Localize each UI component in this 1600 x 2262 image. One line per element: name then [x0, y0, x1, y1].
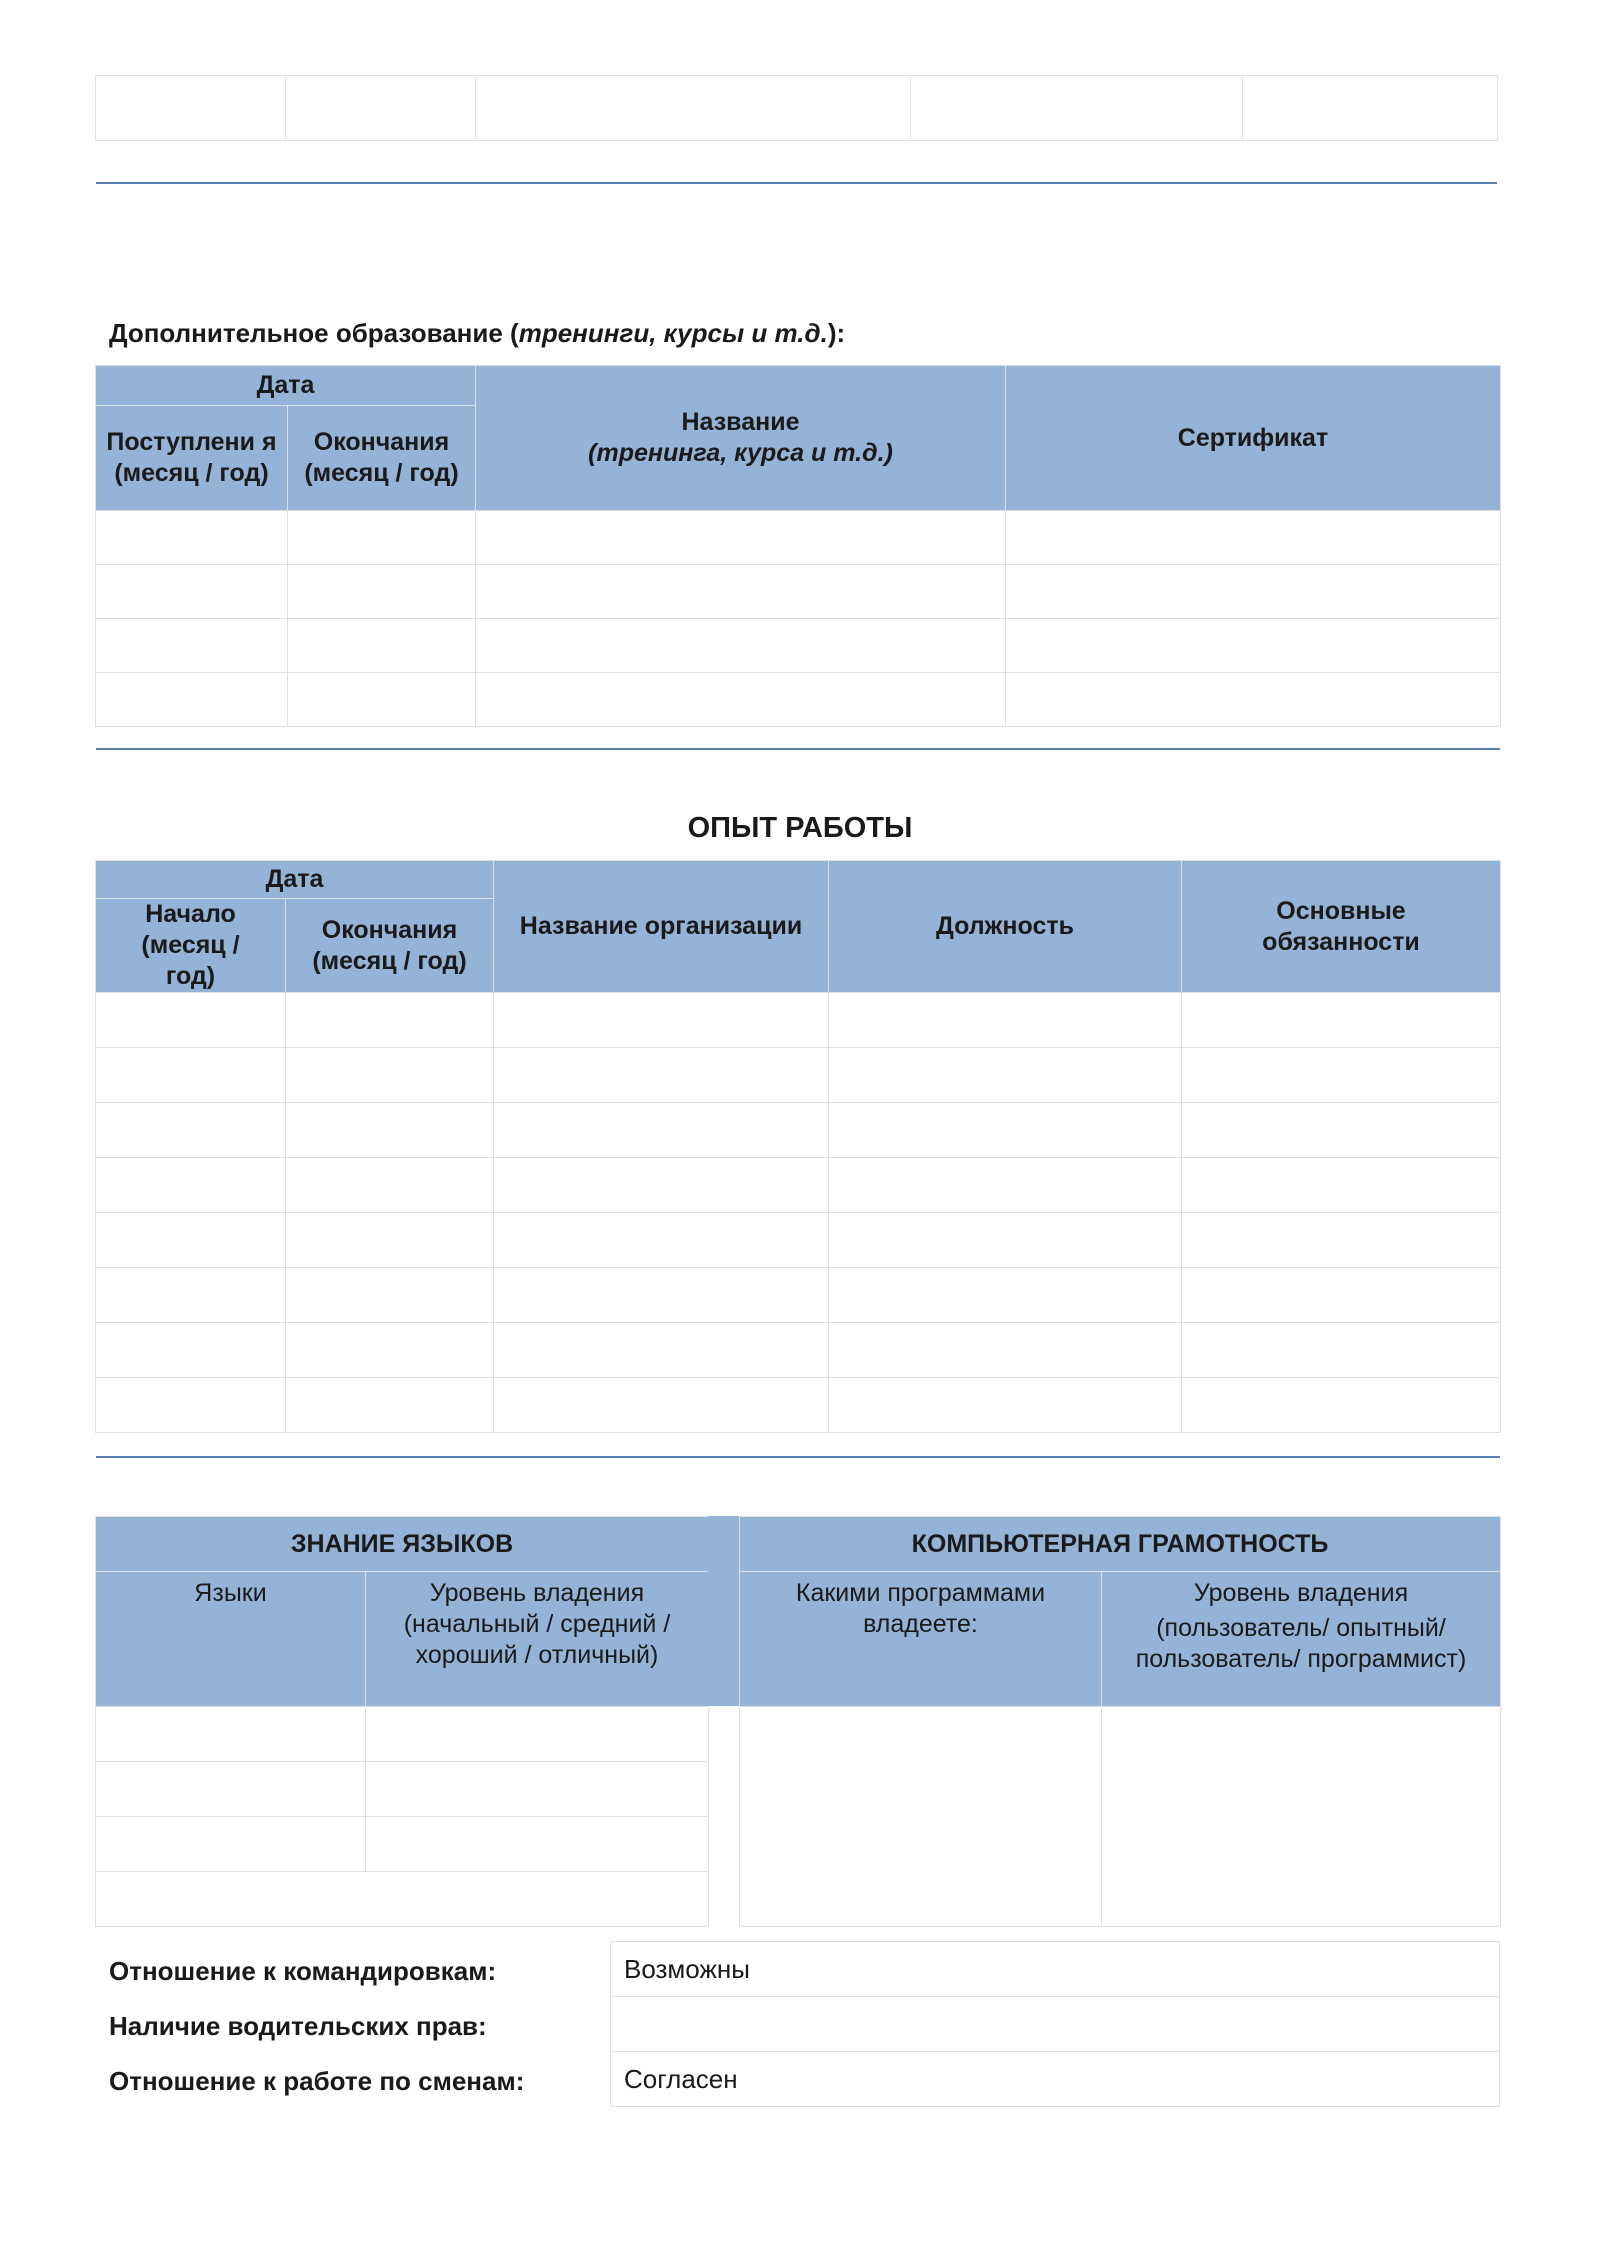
table-cell[interactable] [96, 673, 288, 727]
table-cell[interactable] [494, 1323, 829, 1378]
table-cell[interactable] [829, 993, 1182, 1048]
table-cell[interactable] [494, 1378, 829, 1433]
table-cell[interactable] [1182, 1268, 1501, 1323]
col-header-certificate: Сертификат [1006, 366, 1501, 511]
col-header-language: Языки [96, 1572, 366, 1707]
table-cell[interactable] [1102, 1707, 1501, 1927]
col-header-end: Окончания (месяц / год) [286, 899, 494, 993]
table-cell[interactable] [286, 1268, 494, 1323]
col-header-name-title: Название [681, 408, 800, 436]
col-header-date: Дата [96, 861, 494, 899]
table-cell[interactable] [286, 1213, 494, 1268]
table-cell[interactable] [1243, 76, 1498, 141]
table-cell[interactable] [96, 1872, 709, 1927]
table-cell[interactable] [286, 1378, 494, 1433]
col-header-organization: Название организации [494, 861, 829, 993]
col-header-language-level: Уровень владения (начальный / средний / хороший / отличный) [366, 1572, 709, 1707]
table-cell[interactable] [1006, 511, 1501, 565]
table-cell[interactable] [476, 619, 1006, 673]
table-cell[interactable] [829, 1268, 1182, 1323]
table-row [96, 1817, 709, 1872]
table-cell[interactable] [96, 1323, 286, 1378]
col-header-name [476, 366, 1006, 511]
heading-text: Дополнительное образование ( [109, 318, 519, 348]
languages-table [95, 1516, 709, 1927]
col-header-admission: Поступлени я (месяц / год) [96, 406, 288, 511]
table-cell[interactable] [476, 673, 1006, 727]
table-cell[interactable] [96, 511, 288, 565]
table-cell[interactable] [1182, 1048, 1501, 1103]
table-cell[interactable] [366, 1707, 709, 1762]
table-cell[interactable] [286, 1158, 494, 1213]
table-row [740, 1707, 1501, 1927]
top-table-row [95, 75, 1498, 141]
table-cell[interactable] [96, 565, 288, 619]
table-cell[interactable] [288, 673, 476, 727]
table-cell[interactable] [829, 1048, 1182, 1103]
table-cell[interactable] [366, 1817, 709, 1872]
col-header-end: Окончания (месяц / год) [288, 406, 476, 511]
section-divider [96, 182, 1497, 184]
table-cell[interactable] [476, 565, 1006, 619]
heading-italic: тренинги, курсы и т.д. [518, 318, 828, 348]
table-row [96, 1762, 709, 1817]
table-cell[interactable] [1006, 673, 1501, 727]
table-row [96, 619, 1501, 673]
shift-work-value[interactable]: Согласен [611, 2052, 1500, 2107]
table-row [96, 1323, 1501, 1378]
table-cell[interactable] [286, 1323, 494, 1378]
table-cell[interactable] [96, 1213, 286, 1268]
table-cell[interactable] [829, 1213, 1182, 1268]
table-cell[interactable] [494, 1158, 829, 1213]
business-trips-value[interactable]: Возможны [611, 1942, 1500, 1997]
table-row [96, 1872, 709, 1927]
table-separator [708, 1516, 739, 1706]
table-cell[interactable] [288, 619, 476, 673]
section-divider [96, 748, 1500, 750]
table-cell[interactable] [476, 511, 1006, 565]
table-cell[interactable] [96, 1048, 286, 1103]
table-cell[interactable] [288, 511, 476, 565]
computer-literacy-table [739, 1516, 1501, 1927]
business-trips-label: Отношение к командировкам: [109, 1956, 497, 1986]
additional-education-table [95, 365, 1501, 727]
additional-education-heading [109, 318, 845, 349]
drivers-license-value[interactable] [611, 1997, 1500, 2052]
table-cell[interactable] [494, 993, 829, 1048]
table-cell[interactable] [286, 1103, 494, 1158]
table-row [96, 1103, 1501, 1158]
table-cell[interactable] [96, 1268, 286, 1323]
table-cell[interactable] [494, 1213, 829, 1268]
table-row [96, 993, 1501, 1048]
col-header-date: Дата [96, 366, 476, 406]
col-header-name-sub: (тренинга, курса и т.д.) [588, 439, 893, 467]
table-cell[interactable] [1006, 619, 1501, 673]
work-experience-table [95, 860, 1501, 1433]
languages-title: ЗНАНИЕ ЯЗЫКОВ [96, 1517, 709, 1572]
table-cell[interactable] [1182, 993, 1501, 1048]
col-header-start: Начало (месяц / год) [96, 899, 286, 993]
shift-work-label: Отношение к работе по сменам: [109, 2066, 525, 2096]
table-cell[interactable] [96, 1707, 366, 1762]
table-cell[interactable] [366, 1762, 709, 1817]
col-header-computer-level-sub: (пользователь/ опытный/ пользователь/ программист) [1135, 1614, 1467, 1673]
table-cell[interactable] [829, 1158, 1182, 1213]
drivers-license-label: Наличие водительских прав: [109, 2011, 487, 2041]
table-cell[interactable] [1182, 1213, 1501, 1268]
table-cell[interactable] [286, 993, 494, 1048]
table-cell[interactable] [96, 76, 286, 141]
table-cell[interactable] [1182, 1158, 1501, 1213]
table-row [96, 511, 1501, 565]
table-cell[interactable] [286, 1048, 494, 1103]
bottom-fields-table [610, 1941, 1500, 2107]
table-cell[interactable] [829, 1103, 1182, 1158]
table-cell[interactable] [96, 1378, 286, 1433]
table-cell[interactable] [911, 76, 1243, 141]
table-row [96, 1213, 1501, 1268]
table-cell[interactable] [96, 1158, 286, 1213]
table-cell[interactable] [1182, 1323, 1501, 1378]
table-cell[interactable] [829, 1378, 1182, 1433]
table-cell[interactable] [494, 1103, 829, 1158]
table-cell[interactable] [96, 1762, 366, 1817]
section-divider [96, 1456, 1500, 1458]
col-header-duties: Основные обязанности [1182, 861, 1501, 993]
table-cell[interactable] [476, 76, 911, 141]
table-cell[interactable] [288, 565, 476, 619]
table-cell[interactable] [740, 1707, 1102, 1927]
table-row [96, 565, 1501, 619]
table-cell[interactable] [96, 619, 288, 673]
table-row [96, 1268, 1501, 1323]
work-experience-title: ОПЫТ РАБОТЫ [687, 812, 913, 844]
col-header-programs: Какими программами владеете: [740, 1572, 1102, 1707]
table-cell[interactable] [1182, 1378, 1501, 1433]
table-cell[interactable] [1006, 565, 1501, 619]
table-cell[interactable] [494, 1268, 829, 1323]
table-cell[interactable] [286, 76, 476, 141]
table-row [96, 1158, 1501, 1213]
table-cell[interactable] [96, 1817, 366, 1872]
table-row [96, 1378, 1501, 1433]
computer-literacy-title: КОМПЬЮТЕРНАЯ ГРАМОТНОСТЬ [740, 1517, 1501, 1572]
table-row [96, 673, 1501, 727]
col-header-position: Должность [829, 861, 1182, 993]
table-cell[interactable] [829, 1323, 1182, 1378]
col-header-computer-level-title: Уровень владения [1193, 1579, 1409, 1607]
table-cell[interactable] [494, 1048, 829, 1103]
heading-end: ): [827, 318, 846, 348]
table-cell[interactable] [96, 993, 286, 1048]
table-cell[interactable] [96, 1103, 286, 1158]
col-header-computer-level [1102, 1572, 1501, 1707]
table-row [96, 1048, 1501, 1103]
table-cell[interactable] [1182, 1103, 1501, 1158]
table-row [96, 1707, 709, 1762]
